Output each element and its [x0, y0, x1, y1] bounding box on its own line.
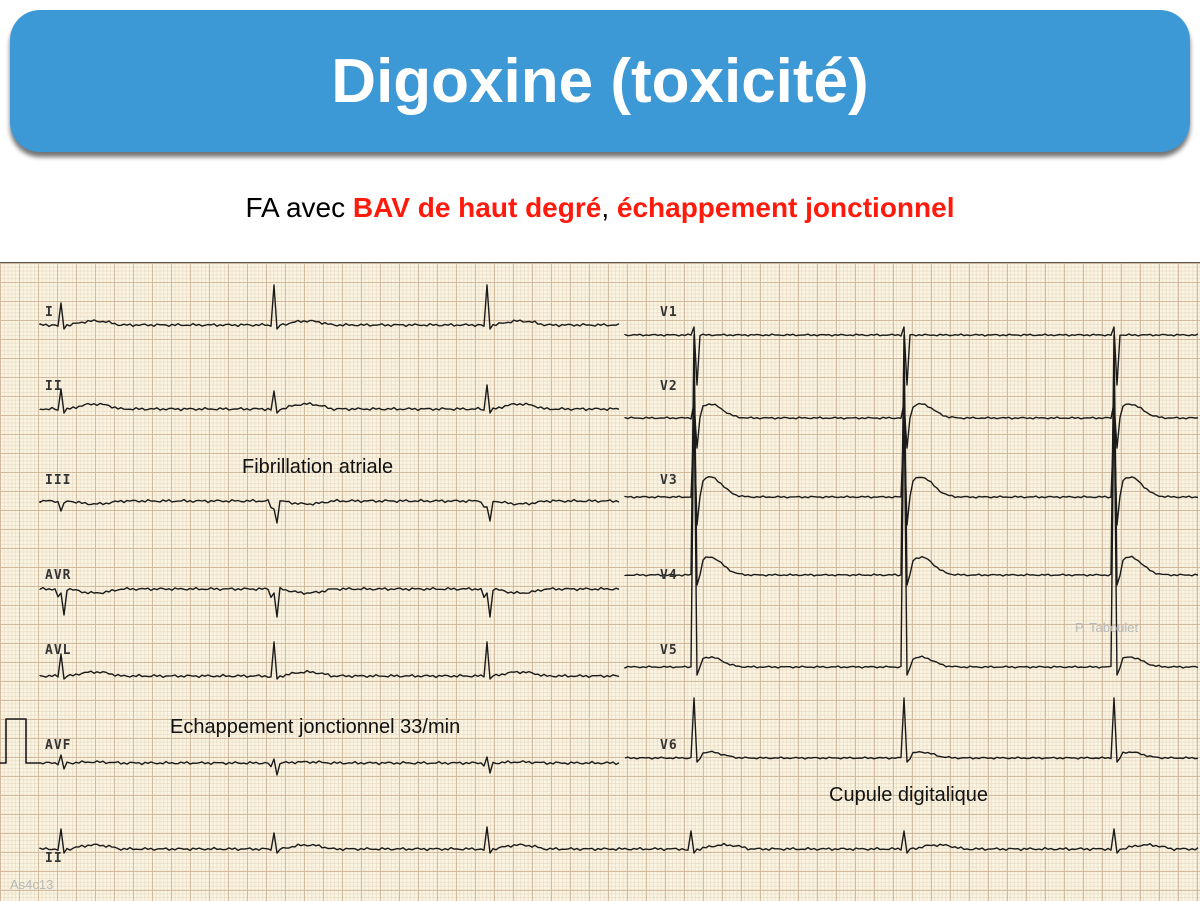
- trace-lead-avr: [40, 588, 619, 618]
- title-banner: [10, 10, 1190, 152]
- lead-label-v4: V4: [660, 568, 678, 583]
- lead-label-v1: V1: [660, 305, 678, 320]
- lead-label-rhythm-ii: II: [45, 851, 63, 866]
- ecg-tracing: [0, 262, 1200, 901]
- lead-label-v3: V3: [660, 473, 678, 488]
- lead-label-avl: AVL: [45, 643, 72, 658]
- trace-lead-v1: [625, 327, 1198, 385]
- slide-title: Digoxine (toxicité): [331, 46, 869, 116]
- trace-lead-i: [40, 285, 619, 329]
- annotation-fibrillation: Fibrillation atriale: [242, 456, 394, 478]
- lead-label-ii: II: [45, 379, 63, 394]
- annotation-escape: Echappement jonctionnel 33/min: [170, 716, 461, 738]
- trace-rhythm-ii: [40, 827, 1198, 853]
- ecg-traces: [0, 263, 1200, 901]
- trace-lead-avl: [40, 642, 619, 679]
- lead-label-avf: AVF: [45, 738, 72, 753]
- lead-label-i: I: [45, 305, 54, 320]
- lead-label-v5: V5: [660, 643, 678, 658]
- slide-code: As4c13: [10, 877, 54, 892]
- subtitle-text-1: FA avec: [245, 192, 353, 223]
- annotation-cupule: Cupule digitalique: [829, 784, 989, 806]
- lead-label-v6: V6: [660, 738, 678, 753]
- lead-label-iii: III: [45, 473, 72, 488]
- subtitle-text-2: ,: [601, 192, 617, 223]
- trace-lead-iii: [40, 500, 619, 524]
- subtitle-highlight-bav: BAV de haut degré: [352, 192, 602, 223]
- lead-label-v2: V2: [660, 379, 678, 394]
- author-watermark: P. Taboulet: [1075, 620, 1139, 635]
- calibration-pulse: [0, 719, 40, 763]
- subtitle-highlight-echappement: échappement jonctionnel: [616, 192, 955, 223]
- trace-lead-ii: [40, 385, 619, 413]
- trace-lead-avf: [40, 755, 619, 775]
- trace-lead-v6: [625, 698, 1198, 762]
- lead-label-avr: AVR: [45, 568, 72, 583]
- slide-subtitle: [0, 192, 1200, 224]
